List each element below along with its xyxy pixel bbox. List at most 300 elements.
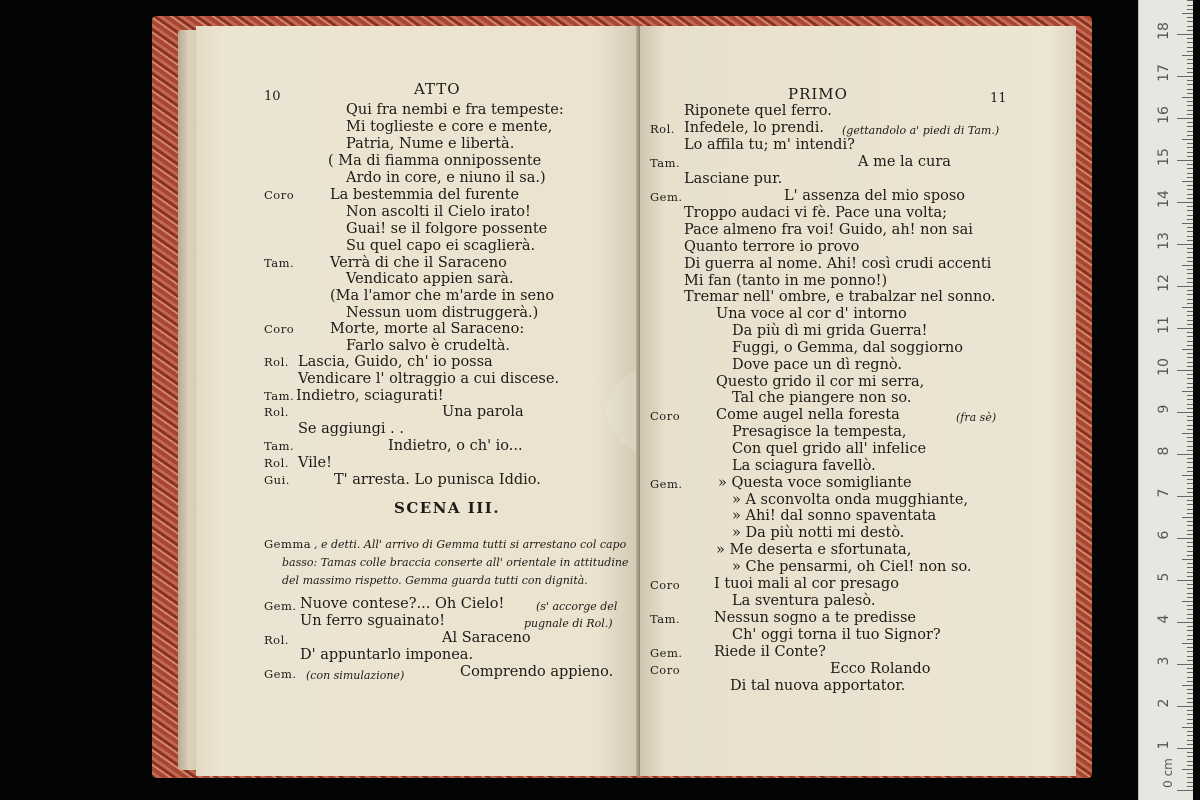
ruler-tick <box>1187 450 1193 451</box>
ruler-tick <box>1187 462 1193 463</box>
verse-line: Infedele, lo prendi. <box>684 120 824 136</box>
verse-line: Su quel capo ei scaglierà. <box>346 238 536 254</box>
ruler-tick <box>1182 139 1193 140</box>
verse-line: Verrà di che il Saraceno <box>330 255 507 271</box>
speaker-label: Rol. <box>264 633 289 647</box>
verse-line: I tuoi mali al cor presago <box>714 576 899 592</box>
ruler-tick <box>1187 210 1193 211</box>
ruler-tick <box>1177 622 1193 623</box>
verse-line: Di guerra al nome. Ahi! così crudi accenti <box>684 256 992 272</box>
ruler-label: 17 <box>1156 64 1172 82</box>
verse-line: Nuove contese?... Oh Cielo! <box>300 596 505 612</box>
verse-line: Mi fan (tanto in me ponno!) <box>684 273 888 289</box>
ruler-tick <box>1187 147 1193 148</box>
ruler-tick <box>1187 630 1193 631</box>
ruler-tick <box>1177 244 1193 245</box>
ruler-tick <box>1187 597 1193 598</box>
ruler-tick <box>1187 378 1193 379</box>
ruler-tick <box>1187 635 1193 636</box>
ruler-tick <box>1187 492 1193 493</box>
ruler-tick <box>1187 219 1193 220</box>
ruler-tick <box>1187 609 1193 610</box>
ruler-tick <box>1187 525 1193 526</box>
ruler-tick <box>1187 521 1193 522</box>
ruler-tick <box>1187 240 1193 241</box>
ruler-tick <box>1187 698 1193 699</box>
ruler-tick <box>1187 605 1193 606</box>
ruler-tick <box>1187 567 1193 568</box>
verse-line: Vendicare l' oltraggio a cui discese. <box>298 371 560 387</box>
ruler-tick <box>1182 433 1193 434</box>
running-header-right: PRIMO <box>788 85 848 103</box>
ruler-tick <box>1182 391 1193 392</box>
ruler-tick <box>1187 425 1193 426</box>
verse-line: A me la cura <box>858 154 951 170</box>
stage-aside: (s' accorge del <box>536 600 618 613</box>
ruler-tick <box>1187 576 1193 577</box>
ruler-tick <box>1187 227 1193 228</box>
ruler-tick <box>1187 80 1193 81</box>
speaker-label: Coro <box>264 188 295 202</box>
ruler-tick <box>1187 324 1193 325</box>
stage-aside: (fra sè) <box>956 411 997 424</box>
verse-line: Vendicato appien sarà. <box>346 271 514 287</box>
ruler-tick <box>1177 664 1193 665</box>
verse-line: Nessun sogno a te predisse <box>714 610 917 626</box>
verse-line: Indietro, o ch' io... <box>388 438 523 454</box>
ruler-tick <box>1187 479 1193 480</box>
ruler-tick <box>1182 601 1193 602</box>
verse-line: Quanto terrore io provo <box>684 239 860 255</box>
ruler-tick <box>1187 761 1193 762</box>
ruler-tick <box>1187 773 1193 774</box>
ruler-tick <box>1177 748 1193 749</box>
ruler-tick <box>1187 303 1193 304</box>
ruler-tick <box>1177 202 1193 203</box>
verse-line: Presagisce la tempesta, <box>732 424 907 440</box>
ruler-tick <box>1187 26 1193 27</box>
ruler-tick <box>1187 248 1193 249</box>
verse-line: Vile! <box>298 455 332 471</box>
verse-line: Ardo in core, e niuno il sa.) <box>346 170 546 186</box>
ruler-tick <box>1187 588 1193 589</box>
ruler-label: 5 <box>1156 572 1172 582</box>
stage-direction-name: Gemma <box>264 537 312 551</box>
speaker-label: Gui. <box>264 473 290 487</box>
speaker-label: Coro <box>264 322 295 336</box>
ruler-tick <box>1187 353 1193 354</box>
ruler-tick <box>1187 177 1193 178</box>
verse-line: Lasciane pur. <box>684 171 783 187</box>
ruler-tick <box>1187 9 1193 10</box>
speaker-label: Gem. <box>264 667 297 681</box>
ruler-tick <box>1187 702 1193 703</box>
ruler-tick <box>1187 282 1193 283</box>
ruler-tick <box>1182 223 1193 224</box>
right-page <box>640 26 1076 776</box>
ruler-tick <box>1187 441 1193 442</box>
ruler-tick <box>1182 769 1193 770</box>
ruler-tick <box>1187 189 1193 190</box>
ruler-label: 3 <box>1156 656 1172 666</box>
ruler-tick <box>1187 156 1193 157</box>
ruler-label: 1 <box>1156 740 1172 750</box>
ruler-tick <box>1187 563 1193 564</box>
ruler-tick <box>1187 345 1193 346</box>
ruler-tick <box>1177 118 1193 119</box>
ruler-tick <box>1187 626 1193 627</box>
ruler-tick <box>1187 47 1193 48</box>
ruler-label: 6 <box>1156 530 1172 540</box>
verse-line: Qui fra nembi e fra tempeste: <box>346 102 564 118</box>
speaker-label: Gem. <box>650 646 683 660</box>
ruler-tick <box>1187 437 1193 438</box>
speaker-label: Tam. <box>264 256 295 270</box>
ruler-tick <box>1187 257 1193 258</box>
verse-line: » Me deserta e sfortunata, <box>716 542 912 558</box>
ruler-label: 14 <box>1156 190 1172 208</box>
verse-line: Farlo salvo è crudeltà. <box>346 338 511 354</box>
page-number-left: 10 <box>264 89 281 104</box>
verse-line: Pace almeno fra voi! Guido, ah! non sai <box>684 222 973 238</box>
verse-line: T' arresta. Lo punisca Iddio. <box>334 472 541 488</box>
ruler-tick <box>1187 458 1193 459</box>
stage-direction: del massimo rispetto. Gemma guarda tutti con dignità. <box>282 574 588 587</box>
ruler-tick <box>1177 496 1193 497</box>
page-number-right: 11 <box>990 91 1007 106</box>
ruler-tick <box>1187 332 1193 333</box>
ruler-tick <box>1177 160 1193 161</box>
verse-line: Morte, morte al Saraceno: <box>330 321 525 337</box>
ruler-tick <box>1187 782 1193 783</box>
ruler-tick <box>1187 374 1193 375</box>
ruler-tick <box>1187 651 1193 652</box>
ruler-tick <box>1187 164 1193 165</box>
ruler-tick <box>1187 114 1193 115</box>
ruler-tick <box>1187 639 1193 640</box>
ruler-tick <box>1187 387 1193 388</box>
ruler-tick <box>1187 483 1193 484</box>
scene-title: SCENA III. <box>394 499 501 517</box>
speaker-label: Coro <box>650 578 681 592</box>
speaker-label: Tam. <box>264 439 295 453</box>
verse-line: Al Saraceno <box>442 630 531 646</box>
ruler-tick <box>1187 668 1193 669</box>
left-page <box>196 26 640 776</box>
ruler-tick <box>1187 546 1193 547</box>
ruler-tick <box>1187 38 1193 39</box>
verse-line: Riponete quel ferro. <box>684 103 832 119</box>
ruler-tick <box>1187 278 1193 279</box>
verse-line: L' assenza del mio sposo <box>784 188 966 204</box>
ruler-tick <box>1182 685 1193 686</box>
ruler-tick <box>1187 30 1193 31</box>
ruler-tick <box>1177 580 1193 581</box>
ruler-tick <box>1187 17 1193 18</box>
verse-line: Lo affila tu; m' intendi? <box>684 137 855 153</box>
speaker-label: Rol. <box>650 122 675 136</box>
ruler-tick <box>1177 790 1193 791</box>
speaker-label: Coro <box>650 409 681 423</box>
ruler-label: 11 <box>1156 316 1172 334</box>
ruler-tick <box>1187 647 1193 648</box>
speaker-label: Tam. <box>650 156 681 170</box>
verse-line: » Che pensarmi, oh Ciel! non so. <box>732 559 972 575</box>
ruler-tick <box>1187 194 1193 195</box>
ruler-tick <box>1187 315 1193 316</box>
ruler-label: 4 <box>1156 614 1172 624</box>
ruler-tick <box>1187 593 1193 594</box>
verse-line: (Ma l'amor che m'arde in seno <box>330 288 555 304</box>
ruler-tick <box>1182 349 1193 350</box>
ruler-tick <box>1182 559 1193 560</box>
measuring-ruler <box>1138 0 1193 800</box>
verse-line: Un ferro sguainato! <box>300 613 446 629</box>
ruler-tick <box>1187 656 1193 657</box>
verse-line: Patria, Nume e libertà. <box>346 136 515 152</box>
ruler-tick <box>1187 126 1193 127</box>
ruler-tick <box>1187 215 1193 216</box>
ruler-tick <box>1187 198 1193 199</box>
verse-line: Fuggi, o Gemma, dal soggiorno <box>732 340 963 356</box>
ruler-tick <box>1187 681 1193 682</box>
ruler-tick <box>1182 265 1193 266</box>
ruler-tick <box>1177 538 1193 539</box>
ruler-tick <box>1177 706 1193 707</box>
ruler-tick <box>1182 727 1193 728</box>
ruler-tick <box>1187 786 1193 787</box>
ruler-tick <box>1187 110 1193 111</box>
speaker-label: Gem. <box>650 477 683 491</box>
ruler-tick <box>1177 76 1193 77</box>
verse-line: Tal che piangere non so. <box>732 390 912 406</box>
ruler-unit-label: 0 cm <box>1160 758 1175 788</box>
verse-line: » Da più notti mi destò. <box>732 525 905 541</box>
stage-aside: (gettandolo a' piedi di Tam.) <box>842 124 1000 137</box>
ruler-tick <box>1187 173 1193 174</box>
verse-line: Da più dì mi grida Guerra! <box>732 323 928 339</box>
ruler-label: 13 <box>1156 232 1172 250</box>
ruler-tick <box>1187 84 1193 85</box>
ruler-tick <box>1187 101 1193 102</box>
ruler-tick <box>1187 143 1193 144</box>
verse-line: La sciagura favellò. <box>732 458 876 474</box>
ruler-tick <box>1187 614 1193 615</box>
ruler-tick <box>1177 328 1193 329</box>
ruler-tick <box>1187 551 1193 552</box>
ruler-tick <box>1187 152 1193 153</box>
stage-direction: basso: Tamas colle braccia conserte all' orientale in attitudine <box>282 556 629 569</box>
ruler-tick <box>1182 55 1193 56</box>
ruler-tick <box>1187 362 1193 363</box>
verse-line: Troppo audaci vi fè. Pace una volta; <box>684 205 948 221</box>
ruler-tick <box>1182 13 1193 14</box>
verse-line: ( Ma di fiamma onnipossente <box>328 153 542 169</box>
ruler-tick <box>1187 5 1193 6</box>
ruler-tick <box>1187 714 1193 715</box>
ruler-tick <box>1187 357 1193 358</box>
ruler-tick <box>1187 735 1193 736</box>
ruler-tick <box>1187 504 1193 505</box>
verse-line: Tremar nell' ombre, e trabalzar nel sonno. <box>684 289 996 305</box>
ruler-tick <box>1187 336 1193 337</box>
ruler-tick <box>1187 488 1193 489</box>
ruler-tick <box>1187 719 1193 720</box>
ruler-tick <box>1182 475 1193 476</box>
ruler-label: 18 <box>1156 22 1172 40</box>
verse-line: La sventura palesò. <box>732 593 876 609</box>
ruler-tick <box>1187 366 1193 367</box>
ruler-tick <box>1187 500 1193 501</box>
speaker-label: Rol. <box>264 355 289 369</box>
ruler-tick <box>1187 122 1193 123</box>
ruler-tick <box>1187 672 1193 673</box>
ruler-tick <box>1187 710 1193 711</box>
verse-line: Questo grido il cor mi serra, <box>716 374 925 390</box>
ruler-tick <box>1187 467 1193 468</box>
ruler-tick <box>1187 273 1193 274</box>
ruler-tick <box>1187 584 1193 585</box>
ruler-tick <box>1187 471 1193 472</box>
speaker-label: Tam. <box>650 612 681 626</box>
verse-line: Nessun uom distruggerà.) <box>346 305 539 321</box>
ruler-label: 10 <box>1156 358 1172 376</box>
verse-line: Di tal nuova apportator. <box>730 678 906 694</box>
ruler-tick <box>1187 399 1193 400</box>
verse-line: Con quel grido all' infelice <box>732 441 927 457</box>
ruler-tick <box>1187 756 1193 757</box>
stage-direction: , e detti. All' arrivo di Gemma tutti si arrestano col capo <box>314 538 627 551</box>
ruler-tick <box>1187 294 1193 295</box>
ruler-tick <box>1187 446 1193 447</box>
ruler-tick <box>1187 777 1193 778</box>
ruler-tick <box>1187 744 1193 745</box>
ruler-label: 16 <box>1156 106 1172 124</box>
ruler-label: 12 <box>1156 274 1172 292</box>
ruler-tick <box>1187 677 1193 678</box>
ruler-tick <box>1187 509 1193 510</box>
verse-line: Lascia, Guido, ch' io possa <box>298 354 493 370</box>
ruler-tick <box>1187 513 1193 514</box>
ruler-tick <box>1187 740 1193 741</box>
verse-line: Ch' oggi torna il tuo Signor? <box>732 627 941 643</box>
ruler-tick <box>1177 412 1193 413</box>
verse-line: Comprendo appieno. <box>460 664 614 680</box>
ruler-tick <box>1177 286 1193 287</box>
ruler-label: 9 <box>1156 404 1172 414</box>
ruler-tick <box>1187 236 1193 237</box>
verse-line: Se aggiungi . . <box>298 421 405 437</box>
verse-line: Mi toglieste e core e mente, <box>346 119 553 135</box>
ruler-tick <box>1187 311 1193 312</box>
verse-line: Dove pace un dì regnò. <box>732 357 903 373</box>
ruler-tick <box>1187 320 1193 321</box>
ruler-tick <box>1182 181 1193 182</box>
verse-line: La bestemmia del furente <box>330 187 520 203</box>
ruler-tick <box>1187 542 1193 543</box>
ruler-tick <box>1187 618 1193 619</box>
verse-line: Una parola <box>442 404 524 420</box>
ruler-tick <box>1187 689 1193 690</box>
ruler-tick <box>1187 395 1193 396</box>
ruler-tick <box>1187 72 1193 73</box>
verse-line: Guai! se il folgore possente <box>346 221 548 237</box>
ruler-tick <box>1182 517 1193 518</box>
verse-line: Riede il Conte? <box>714 644 826 660</box>
speaker-label: Gem. <box>264 599 297 613</box>
ruler-tick <box>1187 89 1193 90</box>
ruler-tick <box>1187 429 1193 430</box>
watermark-stamp <box>606 356 640 466</box>
ruler-tick <box>1187 290 1193 291</box>
ruler-tick <box>1187 341 1193 342</box>
ruler-tick <box>1187 534 1193 535</box>
speaker-label: Gem. <box>650 190 683 204</box>
ruler-tick <box>1187 59 1193 60</box>
ruler-tick <box>1187 135 1193 136</box>
verse-line: Ecco Rolando <box>830 661 931 677</box>
ruler-tick <box>1187 269 1193 270</box>
speaker-label: Rol. <box>264 456 289 470</box>
ruler-tick <box>1187 660 1193 661</box>
ruler-tick <box>1187 105 1193 106</box>
ruler-tick <box>1187 131 1193 132</box>
ruler-tick <box>1187 416 1193 417</box>
ruler-tick <box>1182 643 1193 644</box>
ruler-tick <box>1187 383 1193 384</box>
verse-line: Indietro, sciagurati! <box>296 388 444 404</box>
ruler-tick <box>1187 21 1193 22</box>
verse-line: Non ascolti il Cielo irato! <box>346 204 531 220</box>
running-header-left: ATTO <box>414 80 461 98</box>
ruler-label: 8 <box>1156 446 1172 456</box>
ruler-tick <box>1187 765 1193 766</box>
stage-aside: (con simulazione) <box>306 669 405 682</box>
verse-line: D' appuntarlo imponea. <box>300 647 474 663</box>
ruler-tick <box>1177 454 1193 455</box>
ruler-label: 7 <box>1156 488 1172 498</box>
ruler-tick <box>1187 0 1193 1</box>
ruler-tick <box>1187 261 1193 262</box>
ruler-tick <box>1187 185 1193 186</box>
ruler-tick <box>1187 252 1193 253</box>
ruler-tick <box>1182 307 1193 308</box>
ruler-tick <box>1182 97 1193 98</box>
ruler-tick <box>1187 206 1193 207</box>
verse-line: Una voce al cor d' intorno <box>716 306 907 322</box>
verse-line: » A sconvolta onda mugghiante, <box>732 492 969 508</box>
ruler-tick <box>1187 693 1193 694</box>
verse-line: » Questa voce somigliante <box>718 475 912 491</box>
ruler-tick <box>1187 299 1193 300</box>
ruler-tick <box>1187 404 1193 405</box>
ruler-tick <box>1177 370 1193 371</box>
ruler-tick <box>1187 752 1193 753</box>
ruler-tick <box>1187 572 1193 573</box>
speaker-label: Rol. <box>264 405 289 419</box>
speaker-label: Tam. <box>264 389 295 403</box>
speaker-label: Coro <box>650 663 681 677</box>
ruler-tick <box>1187 555 1193 556</box>
ruler-tick <box>1187 68 1193 69</box>
ruler-tick <box>1187 731 1193 732</box>
ruler-tick <box>1187 51 1193 52</box>
ruler-tick <box>1187 168 1193 169</box>
ruler-tick <box>1187 63 1193 64</box>
ruler-label: 15 <box>1156 148 1172 166</box>
ruler-tick <box>1187 231 1193 232</box>
ruler-label: 2 <box>1156 698 1172 708</box>
